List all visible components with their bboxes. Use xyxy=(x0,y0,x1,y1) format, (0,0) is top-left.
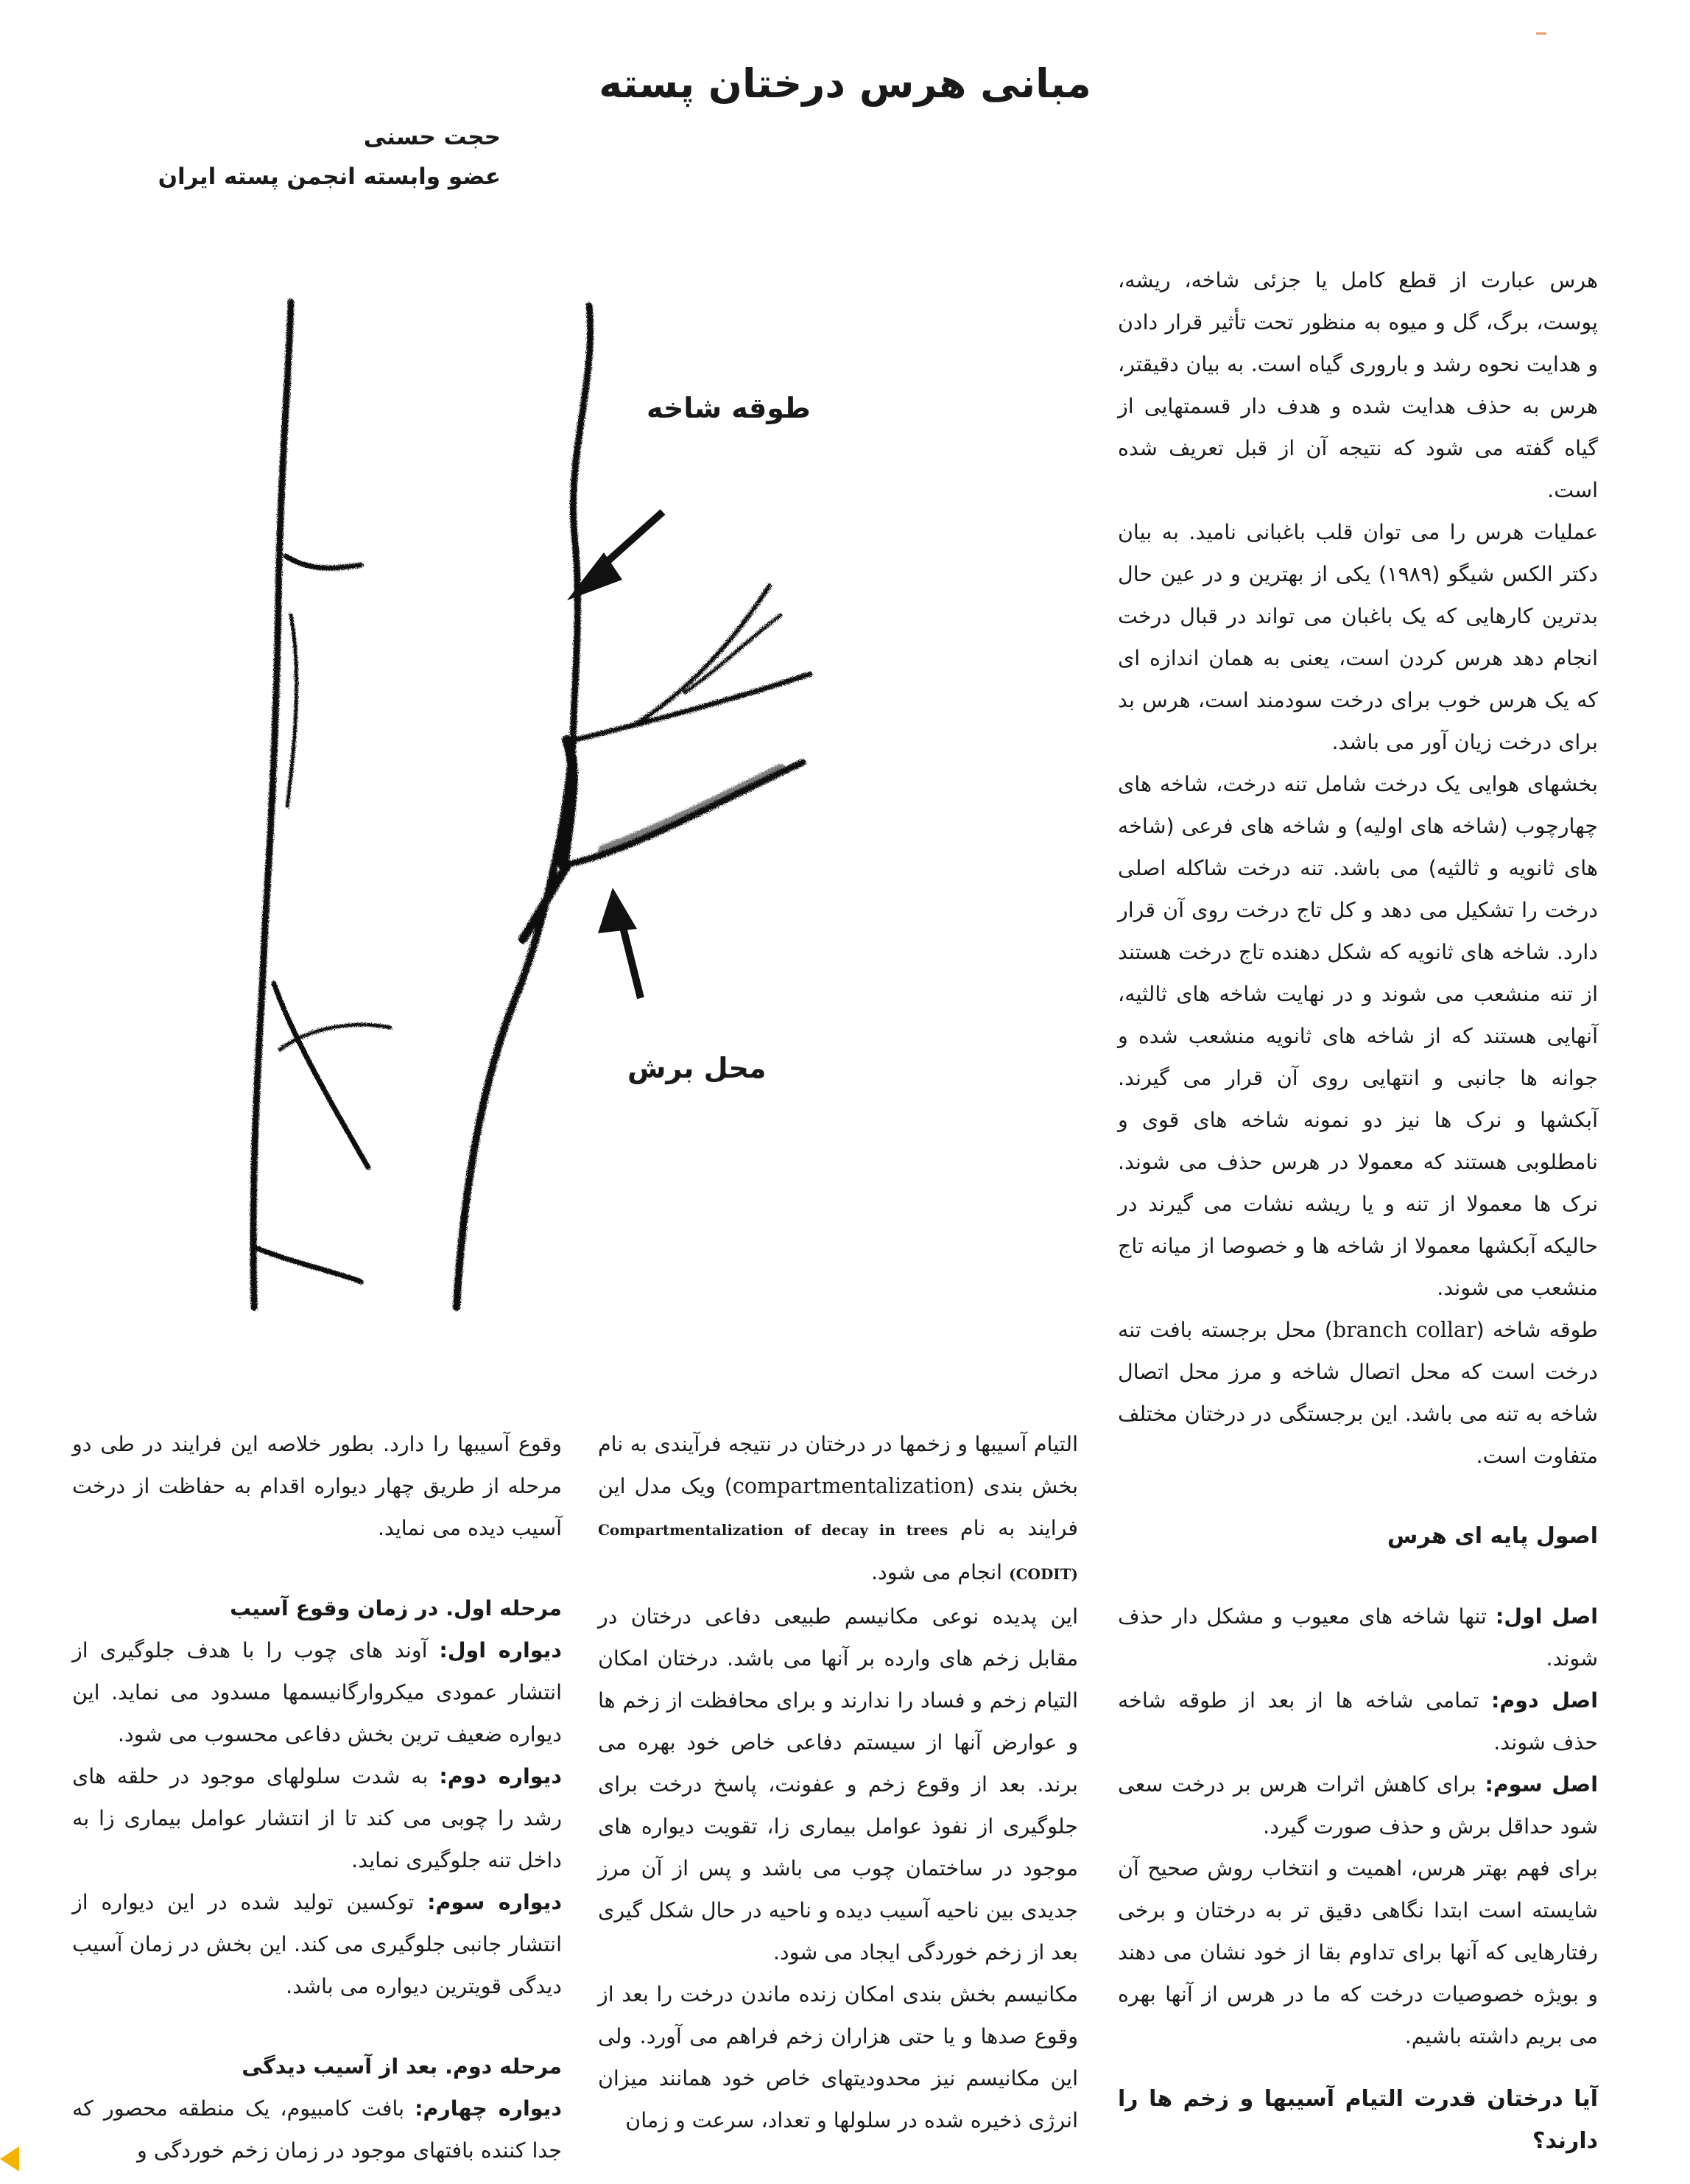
collar-arrow xyxy=(567,512,663,600)
stage-1-heading: مرحله اول. در زمان وقوع آسیب xyxy=(230,1596,562,1621)
tree-parts-paragraph: بخشهای هوایی یک درخت شامل تنه درخت، شاخه های چهارچوب (شاخه های اولیه) و شاخه های فرعی (شاخه های ثانویه و ثالثیه) می باشد. تنه درخت شاکله اصلی درخت را تشکیل می دهد و کل تاج درخت روی آن قرار دارد. شاخه های ثانویه که شکل دهنده تاج درخت هستند از تنه منشعب می شوند و در نهایت شاخه های ثالثیه، آنهایی هستند که از شاخه های ثانویه منشعب شده و جوانه ها جانبی و انتهایی روی آن قرار می گیرند. آبکشها و نرک ها نیز دو نمونه شاخه های قوی و نامطلوبی هستند که معمولا در هرس حذف می شوند. نرک ها معمولا از تنه و یا ریشه نشات می گیرند در حالیکه آبکشها معمولا از شاخه ها و خصوصا از میانه تاج منشعب می شوند. xyxy=(1118,772,1598,1300)
wall-4 xyxy=(72,2088,562,2171)
intro-paragraph: هرس عبارت از قطع کامل یا جزئی شاخه، ریشه، پوست، برگ، گل و میوه به منظور تحت تأثیر قرار دادن و هدایت نحوه رشد و باروری گیاه است. به بیان دقیقتر، هرس به حذف هدایت شده و هدف دار قسمتهایی از گیاه گفته می شود که نتیجه آن از قبل تعریف شده است. xyxy=(1118,268,1598,502)
left-column xyxy=(72,1423,562,2171)
principle-2 xyxy=(1118,1679,1598,1763)
codit-term: Compartmentalization of decay in trees (CODIT) xyxy=(598,1521,1078,1583)
branch-collar-figure xyxy=(221,291,825,1366)
pruning-importance-paragraph: عملیات هرس را می توان قلب باغبانی نامید. به بیان دکتر الکس شیگو (۱۹۸۹) یکی از بهترین و در عین حال بدترین کارهایی که یک باغبان می تواند در قبال درخت انجام دهد هرس کردن است، یعنی به همان اندازه ای که یک هرس خوب برای درخت سودمند است، هرس بد برای درخت زیان آور می باشد. xyxy=(1118,520,1598,754)
wall-3 xyxy=(72,1881,562,2007)
wall-2-label: دیواره دوم: xyxy=(439,1764,562,1788)
wall-3-text: توکسین تولید شده در این دیواره از انتشار جانبی جلوگیری می کند. این بخش در زمان آسیب دیدگی قویترین دیواره می باشد. xyxy=(72,1890,562,1998)
wall-2-text: به شدت سلولهای موجود در حلقه های رشد را چوبی می کند تا از انتشار عوامل بیماری زا به داخل تنه جلوگیری نماید. xyxy=(72,1764,562,1872)
trunk-drawing xyxy=(253,302,810,1307)
principle-3-text: برای کاهش اثرات هرس بر درخت سعی شود حداقل برش و حذف صورت گیرد. xyxy=(1118,1772,1598,1839)
comp-term: compartmentalization xyxy=(732,1474,967,1498)
defense-paragraph: این پدیده نوعی مکانیسم طبیعی دفاعی درختان در مقابل زخم های وارده بر آنها می باشد. درختان امکان التیام زخم و فساد را ندارند و برای محافظت از زخم ها و عوارض آنها از سیستم دفاعی خاص خود بهره می برند. بعد از وقوع زخم و عفونت، پاسخ درخت برای جلوگیری از نفوذ عوامل بیماری زا، تقویت دیواره های موجود در ساختمان چوب می باشد و پس از آن مرز جدیدی بین ناحیه آسیب دیده و ناحیه در حال شکل گیری بعد از زخم خوردگی ایجاد می شود. xyxy=(598,1604,1078,1964)
comp-text-c: انجام می شود. xyxy=(871,1560,1010,1584)
principle-2-text: تمامی شاخه ها از بعد از طوقه شاخه حذف شوند. xyxy=(1118,1688,1598,1755)
collar-term: branch collar xyxy=(1332,1318,1476,1342)
wall-1-label: دیواره اول: xyxy=(439,1638,562,1662)
right-column xyxy=(1118,259,1598,2162)
branch-collar-paragraph xyxy=(1118,1309,1598,1477)
principle-1 xyxy=(1118,1595,1598,1679)
understanding-paragraph: برای فهم بهتر هرس، اهمیت و انتخاب روش صحیح آن شایسته است ابتدا نگاهی دقیق تر به درختان و برخی رفتارهایی که آنها برای تداوم بقا از خود نشان می دهند و بویژه خصوصیات درخت که ما در هرس از آنها بهره می بریم داشته باشیم. xyxy=(1118,1856,1598,2048)
wall-1-text: آوند های چوب را با هدف جلوگیری از انتشار عمودی میکروارگانیسمها مسدود می نماید. این دیواره ضعیف ترین بخش دفاعی محسوب می شود. xyxy=(72,1638,562,1746)
page-title: مبانی هرس درختان پسته xyxy=(599,60,1091,107)
author-name: حجت حسنی xyxy=(363,124,501,150)
comp-text-a: التیام آسیبها و زخمها در درختان در نتیجه فرآیندی به نام بخش بندی ( xyxy=(598,1432,1078,1498)
wall-1 xyxy=(72,1629,562,1755)
cut-label: محل برش xyxy=(627,1052,767,1084)
previous-page-arrow-icon[interactable] xyxy=(0,2146,19,2171)
wall-3-label: دیواره سوم: xyxy=(427,1890,562,1914)
wall-4-text: بافت کامبیوم، یک منطقه محصور که جدا کننده بافتهای موجود در زمان زخم خوردگی و xyxy=(72,2096,562,2163)
question-heading: آیا درختان قدرت التیام آسیبها و زخم ها را دارند؟ xyxy=(1118,2086,1598,2154)
middle-column xyxy=(598,1423,1078,2141)
compartmentalization-paragraph xyxy=(598,1423,1078,1595)
corner-mark xyxy=(1536,32,1546,35)
comp-text-b: ) ویک مدل این فرایند به نام xyxy=(598,1474,1078,1540)
collar-text-b: ) محل برجسته بافت تنه درخت است که محل اتصال شاخه و مرز محل اتصال شاخه به تنه می باشد. این برجستگی در درختان مختلف متفاوت است. xyxy=(1118,1318,1598,1468)
cut-arrow xyxy=(598,888,641,998)
author-affiliation: عضو وابسته انجمن پسته ایران xyxy=(158,164,501,190)
principle-3 xyxy=(1118,1763,1598,1847)
summary-paragraph: وقوع آسیبها را دارد. بطور خلاصه این فرایند در طی دو مرحله از طریق چهار دیواره اقدام به حفاظت از درخت آسیب دیده می نماید. xyxy=(72,1432,562,1540)
wall-2 xyxy=(72,1755,562,1881)
collar-text-a: طوقه شاخه ( xyxy=(1476,1318,1598,1342)
principle-1-text: تنها شاخه های معیوب و مشکل دار حذف شوند. xyxy=(1118,1604,1598,1671)
principles-heading: اصول پایه ای هرس xyxy=(1387,1523,1598,1549)
mechanism-paragraph: مکانیسم بخش بندی امکان زنده ماندن درخت را بعد از وقوع صدها و یا حتی هزاران زخم فراهم می آورد. ولی این مکانیسم نیز محدودیتهای خاص خود همانند میزان انرژی ذخیره شده در سلولها و تعداد، سرعت و زمان xyxy=(598,1982,1078,2132)
stage-2-heading: مرحله دوم. بعد از آسیب دیدگی xyxy=(242,2054,562,2079)
principle-3-label: اصل سوم: xyxy=(1485,1772,1598,1797)
collar-label: طوقه شاخه xyxy=(647,392,811,424)
principle-2-label: اصل دوم: xyxy=(1491,1688,1598,1713)
principle-1-label: اصل اول: xyxy=(1495,1604,1599,1629)
wall-4-label: دیواره چهارم: xyxy=(415,2096,562,2121)
